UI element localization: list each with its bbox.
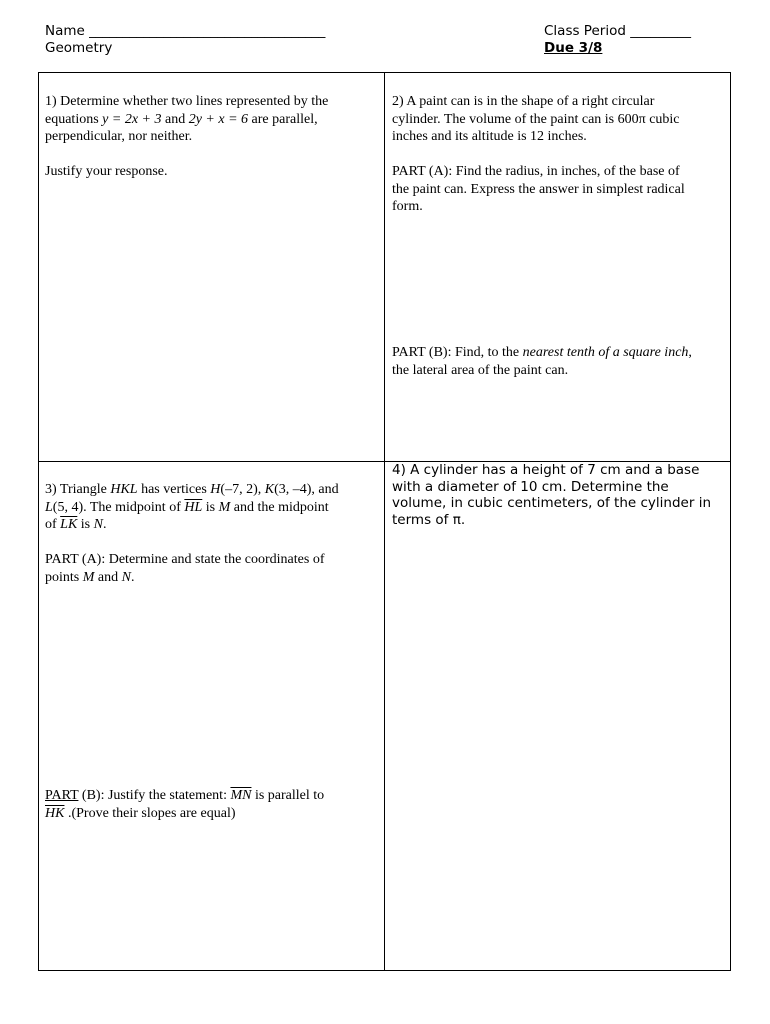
- q3-partA-line2: [45, 569, 380, 587]
- q3-partA-line1: PART (A): Determine and state the coordinates of: [45, 552, 325, 567]
- q2-partB-suffix: ,: [688, 345, 692, 360]
- q3-text: and the midpoint: [230, 499, 329, 515]
- q2-line2: cylinder. The volume of the paint can is 600π cubic: [392, 111, 680, 127]
- q1-line3: perpendicular, nor neither.: [45, 129, 193, 144]
- question-2-partB: [392, 344, 727, 379]
- q3-text: .(Prove their slopes are equal): [64, 805, 236, 821]
- q3-partB-label: PART: [45, 788, 79, 803]
- q4-line4: terms of π.: [392, 511, 466, 528]
- q3-text: is parallel to: [251, 788, 325, 803]
- q1-equation-2: 2y + x = 6: [188, 111, 249, 127]
- q3-vertex-h-coords: (–7, 2),: [220, 482, 265, 497]
- class-period-label: Class Period _________: [544, 23, 691, 39]
- due-date: Due 3/8: [544, 40, 603, 56]
- q2-partA-line3: form.: [392, 199, 423, 214]
- q1-justify: Justify your response.: [45, 164, 168, 179]
- q2-partB-line1: [392, 344, 727, 362]
- question-4: [392, 462, 727, 528]
- q3-triangle-name: HKL: [110, 482, 138, 497]
- q3-text: .: [102, 517, 107, 532]
- name-field-label: Name ___________________________________: [45, 23, 326, 39]
- q3-text: points: [45, 569, 83, 585]
- q3-line3: [45, 516, 380, 534]
- question-3-partB: [45, 787, 380, 822]
- q3-vertex-h: H: [210, 482, 221, 497]
- question-2: [392, 93, 727, 216]
- q3-text: (B): Justify the statement:: [78, 788, 231, 803]
- q3-vertex-l: L: [45, 499, 53, 515]
- question-1: [45, 93, 380, 181]
- q3-line1: [45, 481, 380, 499]
- q3-point-n: N: [121, 569, 131, 585]
- q1-line1: 1) Determine whether two lines represented by the: [45, 94, 329, 109]
- q1-and: and: [161, 111, 189, 127]
- q3-vertex-k: K: [264, 482, 275, 497]
- q3-vertex-l-coords: (5, 4). The midpoint of: [52, 499, 185, 515]
- q2-partB-emphasis: nearest tenth of a square inch: [522, 345, 689, 360]
- q2-partB-line2: the lateral area of the paint can.: [392, 362, 569, 378]
- q2-partB-prefix: PART (B): Find, to the: [392, 345, 523, 360]
- q3-text: is: [77, 517, 94, 532]
- q1-equations: [45, 111, 380, 129]
- q3-text: .: [130, 569, 135, 585]
- q3-partB-line2: [45, 805, 380, 823]
- q2-partA-line1: PART (A): Find the radius, in inches, of the base of: [392, 164, 680, 179]
- grid-vertical-divider: [384, 72, 385, 971]
- q3-point-m: M: [218, 499, 231, 515]
- q3-segment-mn: $\overline{MN}$: [230, 788, 252, 803]
- q3-text: is: [202, 499, 219, 515]
- q4-line1: 4) A cylinder has a height of 7 cm and a base: [392, 462, 700, 478]
- q3-segment-lk: $\overline{LK}$: [60, 517, 78, 532]
- q1-equation-1: y = 2x + 3: [102, 111, 162, 127]
- q3-vertex-k-coords: (3, –4), and: [274, 482, 339, 497]
- q3-text: 3) Triangle: [45, 482, 111, 497]
- q4-line2: with a diameter of 10 cm. Determine the: [392, 478, 669, 495]
- q3-text: of: [45, 517, 61, 532]
- q3-line2: [45, 499, 380, 517]
- q1-eq-suffix: are parallel,: [248, 111, 318, 127]
- q3-point-m: M: [82, 569, 95, 585]
- q4-line3: volume, in cubic centimeters, of the cylinder in: [392, 495, 711, 511]
- q1-eq-prefix: equations: [45, 111, 103, 127]
- subject-label: Geometry: [45, 40, 113, 56]
- q2-line3: inches and its altitude is 12 inches.: [392, 129, 587, 144]
- q3-point-n: N: [93, 517, 103, 532]
- q3-segment-hl: $\overline{HL}$: [184, 499, 203, 515]
- question-3: [45, 481, 380, 586]
- q2-line1: 2) A paint can is in the shape of a right circular: [392, 94, 655, 109]
- q3-text: and: [94, 569, 122, 585]
- q3-text: has vertices: [137, 482, 211, 497]
- q3-segment-hk: $\overline{HK}$: [45, 805, 65, 821]
- q2-partA-line2: the paint can. Express the answer in simplest radical: [392, 181, 685, 197]
- q3-partB-line1: [45, 787, 380, 805]
